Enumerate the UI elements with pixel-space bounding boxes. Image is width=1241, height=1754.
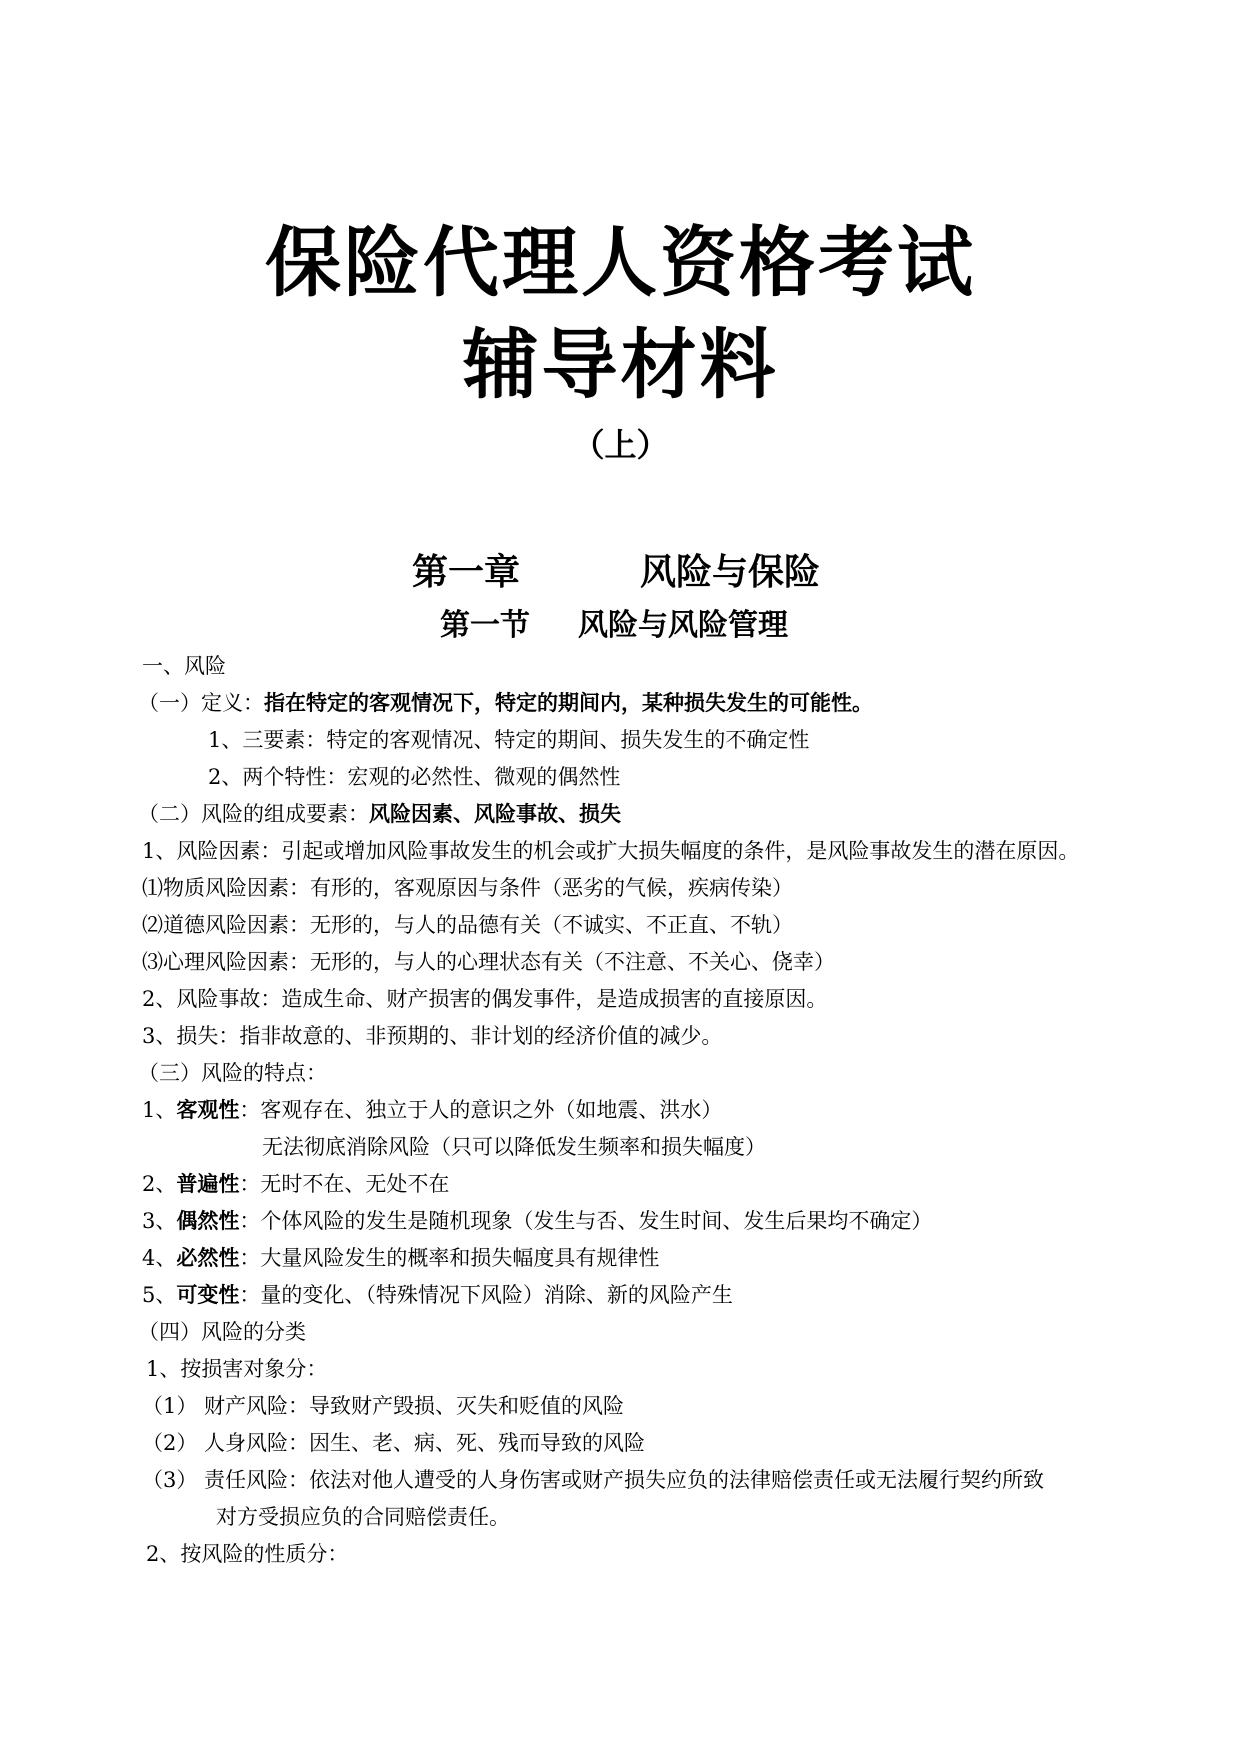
body-line: 2、两个特性：宏观的必然性、微观的偶然性 [208,765,621,789]
body-line: 3、损失：指非故意的、非预期的、非计划的经济价值的减少。 [142,1024,723,1048]
document-title-line1: 保险代理人资格考试 [265,218,976,307]
body-line: 3、偶然性：个体风险的发生是随机现象（发生与否、发生时间、发生后果均不确定） [142,1209,933,1233]
body-line: （3） 责任风险：依法对他人遭受的人身伤害或财产损失应负的法律赔偿责任或无法履行契约所致 [142,1468,1045,1492]
body-line: 1、风险因素：引起或增加风险事故发生的机会或扩大损失幅度的条件，是风险事故发生的潜在原因。 [142,839,1080,863]
body-line: （二）风险的组成要素：风险因素、风险事故、损失 [138,802,621,826]
body-line: 无法彻底消除风险（只可以降低发生频率和损失幅度） [262,1135,766,1159]
body-line: 2、普遍性：无时不在、无处不在 [142,1172,450,1196]
body-line: 1、三要素：特定的客观情况、特定的期间、损失发生的不确定性 [208,728,810,752]
chapter-number: 第一章 [412,551,521,593]
body-line: 2、按风险的性质分： [146,1542,349,1566]
body-line: （四）风险的分类 [138,1320,306,1344]
body-line: （2） 人身风险：因生、老、病、死、残而导致的风险 [142,1431,646,1455]
body-line: 5、可变性：量的变化、（特殊情况下风险）消除、新的风险产生 [142,1283,733,1307]
body-line: 1、客观性：客观存在、独立于人的意识之外（如地震、洪水） [142,1098,723,1122]
body-line: 对方受损应负的合同赔偿责任。 [216,1505,510,1529]
document-title-line2: 辅导材料 [462,320,779,409]
body-line: ⑶心理风险因素：无形的，与人的心理状态有关（不注意、不关心、侥幸） [142,950,835,974]
section-name: 风险与风险管理 [578,608,788,643]
body-line: ⑴物质风险因素：有形的，客观原因与条件（恶劣的气候，疾病传染） [142,876,793,900]
chapter-name: 风险与保险 [640,551,821,593]
body-line: （三）风险的特点： [138,1061,327,1085]
body-line: ⑵道德风险因素：无形的，与人的品德有关（不诚实、不正直、不轨） [142,913,793,937]
section-number: 第一节 [440,608,530,643]
body-line: 1、按损害对象分： [146,1357,328,1381]
body-line: 4、必然性：大量风险发生的概率和损失幅度具有规律性 [142,1246,660,1270]
body-line: 一、风险 [142,654,226,678]
document-volume: （上） [572,426,669,464]
body-line: （一）定义：指在特定的客观情况下，特定的期间内，某种损失发生的可能性。 [138,691,873,715]
body-line: （1） 财产风险：导致财产毁损、灭失和贬值的风险 [142,1394,625,1418]
body-line: 2、风险事故：造成生命、财产损害的偶发事件，是造成损害的直接原因。 [142,987,828,1011]
